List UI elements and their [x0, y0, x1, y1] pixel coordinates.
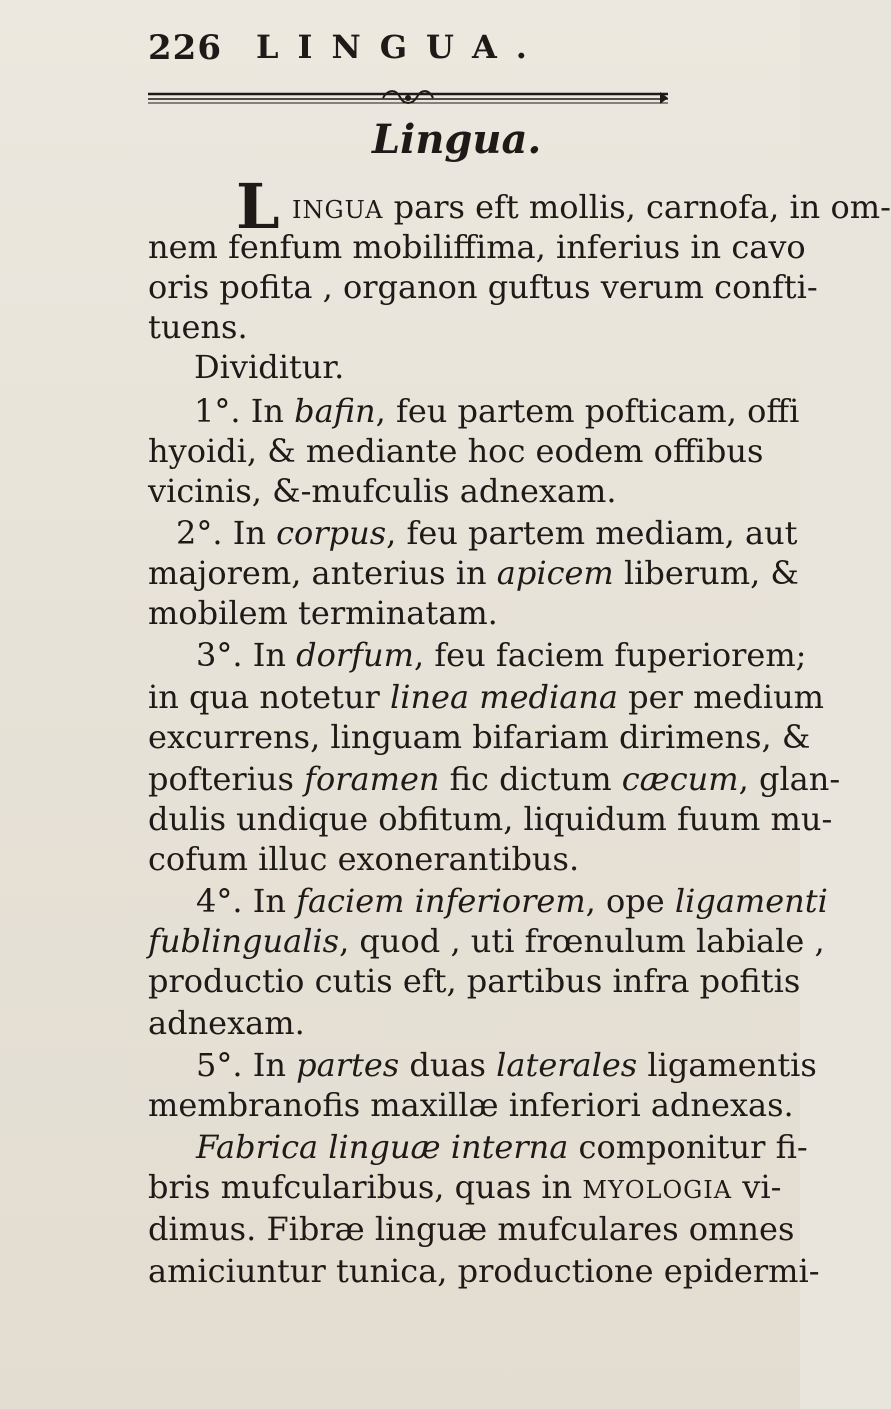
- text-line: [148, 718, 810, 756]
- text-run: adnexam.: [148, 1004, 305, 1042]
- text-run: MYOLOGIA: [582, 1176, 733, 1204]
- text-run: 4°. In: [196, 882, 297, 920]
- text-run: productio cutis eft, partibus infra pofitis: [148, 962, 801, 1000]
- text-run: cæcum: [621, 760, 739, 798]
- text-run: dulis undique obfitum, liquidum fuum mu-: [148, 800, 833, 838]
- text-line: [196, 1128, 808, 1166]
- text-line: [148, 554, 799, 592]
- text-line: [148, 1004, 305, 1042]
- text-run: , feu partem pofticam, offi: [375, 392, 800, 430]
- text-run: mobilem terminatam.: [148, 594, 498, 632]
- text-run: faciem inferiorem: [296, 882, 586, 920]
- text-run: corpus: [276, 514, 387, 552]
- text-run: dorfum: [296, 636, 414, 674]
- text-run: fublingualis: [148, 922, 340, 960]
- drop-cap: L: [236, 170, 280, 243]
- text-run: in qua notetur: [148, 678, 390, 716]
- text-line: [196, 636, 806, 674]
- text-run: , feu faciem fuperiorem;: [413, 636, 807, 674]
- text-line: [194, 392, 799, 430]
- text-run: dimus. Fibræ linguæ mufculares omnes: [148, 1210, 795, 1248]
- text-run: INGUA: [292, 196, 384, 224]
- text-run: nem fenfum mobiliffima, inferius in cavo: [148, 228, 806, 266]
- text-run: amiciuntur tunica, productione epidermi-: [148, 1252, 820, 1290]
- text-run: liberum, &: [613, 554, 799, 592]
- text-run: , feu partem mediam, aut: [386, 514, 798, 552]
- text-line: [148, 840, 579, 878]
- page-number: 226: [148, 28, 222, 68]
- text-run: cofum illuc exonerantibus.: [148, 840, 580, 878]
- text-run: partes: [296, 1046, 400, 1084]
- text-run: Fabrica linguæ interna: [196, 1128, 569, 1166]
- text-line: [148, 432, 763, 470]
- section-title: Lingua.: [372, 116, 542, 163]
- text-run: ligamentis: [637, 1046, 817, 1084]
- text-run: duas: [399, 1046, 497, 1084]
- text-run: membranofis maxillæ inferiori adnexas.: [148, 1086, 794, 1124]
- text-line: [148, 228, 806, 266]
- text-run: 3°. In: [196, 636, 297, 674]
- text-run: per medium: [618, 678, 825, 716]
- text-run: vi-: [732, 1168, 782, 1206]
- text-run: pofterius: [148, 760, 305, 798]
- text-run: foramen: [304, 760, 440, 798]
- text-run: tuens.: [148, 308, 248, 346]
- running-head: LINGUA.: [256, 28, 546, 66]
- text-run: linea mediana: [389, 678, 618, 716]
- text-line: [148, 760, 840, 798]
- text-line: [148, 1210, 794, 1248]
- text-run: bris mufcularibus, quas in: [148, 1168, 583, 1206]
- text-line: [194, 348, 344, 386]
- text-run: ligamenti: [674, 882, 828, 920]
- text-line: [148, 1086, 794, 1124]
- page-header: [148, 28, 768, 78]
- text-line: [148, 800, 832, 838]
- text-run: , quod , uti frœnulum labiale ,: [339, 922, 825, 960]
- text-run: excurrens, linguam bifariam dirimens, &: [148, 718, 811, 756]
- text-run: oris pofita , organon guftus verum confti-: [148, 268, 818, 306]
- text-line: [196, 882, 828, 920]
- text-line: [148, 678, 824, 716]
- text-run: laterales: [496, 1046, 638, 1084]
- text-run: fic dictum: [439, 760, 622, 798]
- text-line: [148, 962, 800, 1000]
- text-line: [148, 594, 498, 632]
- text-line: [148, 922, 825, 960]
- text-run: , ope: [585, 882, 675, 920]
- text-run: bafin: [294, 392, 376, 430]
- text-line: [196, 1046, 817, 1084]
- text-line: [176, 514, 798, 552]
- text-run: vicinis, &-mufculis adnexam.: [148, 472, 617, 510]
- text-line: [148, 1252, 820, 1290]
- text-run: hyoidi, & mediante hoc eodem offibus: [148, 432, 764, 470]
- text-run: componitur fi-: [568, 1128, 808, 1166]
- text-run: apicem: [496, 554, 614, 592]
- text-line: [292, 188, 891, 229]
- text-run: , glan-: [738, 760, 841, 798]
- ornamental-rule: [148, 88, 668, 108]
- text-run: 2°. In: [176, 514, 277, 552]
- text-line: [148, 1168, 781, 1209]
- text-line: [148, 308, 248, 346]
- text-run: 1°. In: [194, 392, 295, 430]
- text-run: 5°. In: [196, 1046, 297, 1084]
- text-line: [148, 268, 818, 306]
- text-run: Dividitur.: [194, 348, 345, 386]
- text-run: pars eft mollis, carnofa, in om-: [383, 188, 891, 226]
- text-line: [148, 472, 617, 510]
- text-run: majorem, anterius in: [148, 554, 497, 592]
